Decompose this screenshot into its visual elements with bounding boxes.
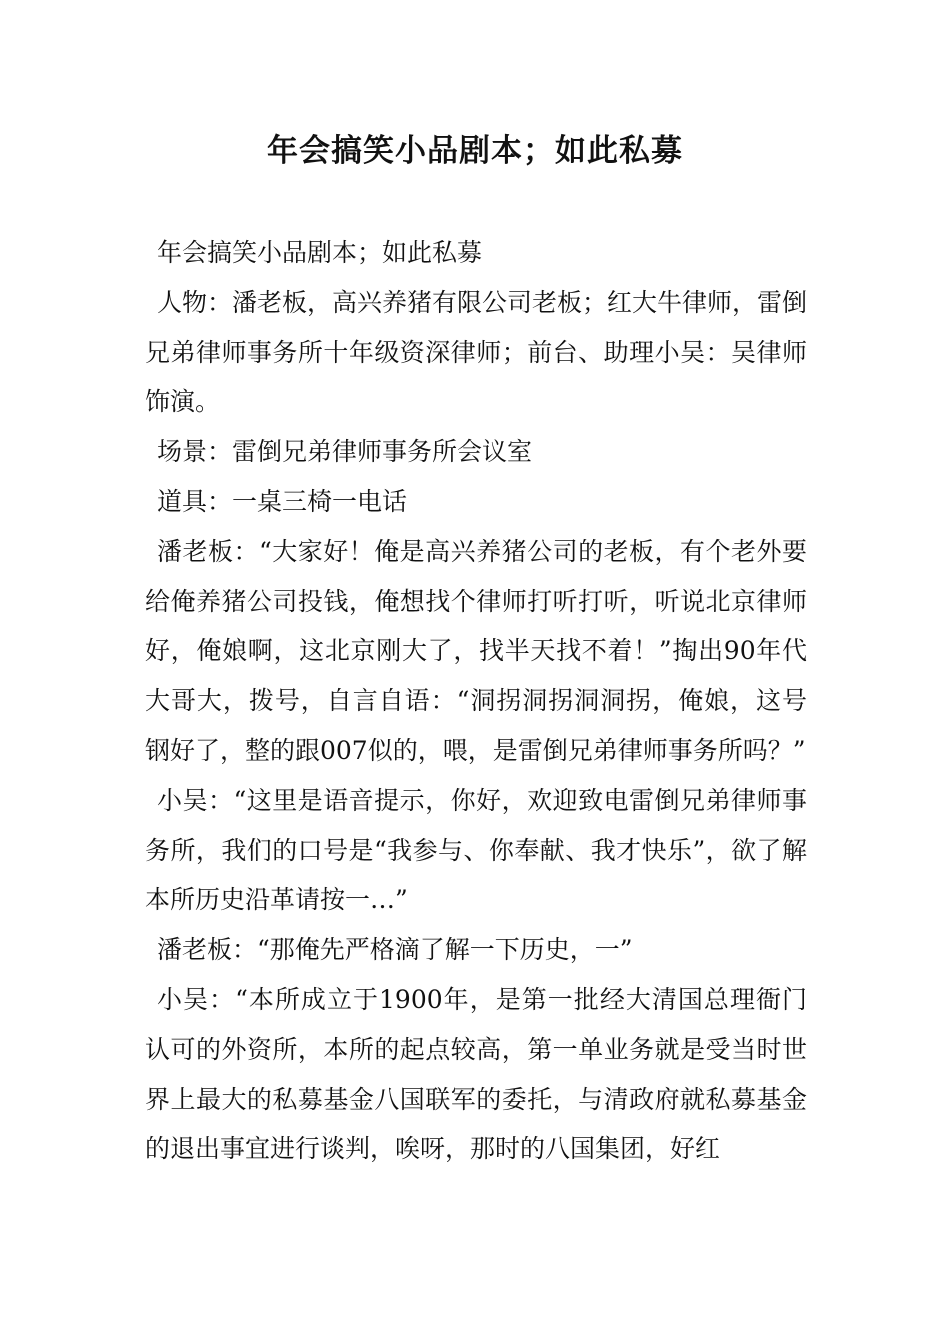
paragraph-dialogue: 小吴：“本所成立于1900年，是第一批经大清国总理衙门认可的外资所，本所的起点较高，第一单业务就是受当时世界上最大的私募基金八国联军的委托，与清政府就私募基金的退出事宜进行谈判，唉呀，那时的八国集团，好红: [145, 984, 807, 1164]
paragraph-dialogue: 小吴：“这里是语音提示，你好，欢迎致电雷倒兄弟律师事务所，我们的口号是“我参与、你奉献、我才快乐”，欲了解本所历史沿革请按一…”: [145, 785, 807, 915]
paragraph-characters: 人物：潘老板，高兴养猪有限公司老板；红大牛律师，雷倒兄弟律师事务所十年级资深律师；前台、助理小吴：吴律师饰演。: [145, 287, 808, 417]
document-title: 年会搞笑小品剧本；如此私募: [267, 133, 683, 169]
paragraph-heading: 年会搞笑小品剧本；如此私募: [157, 238, 483, 267]
paragraph-scene: 场景：雷倒兄弟律师事务所会议室: [157, 437, 533, 467]
paragraph-dialogue: 潘老板：“大家好！俺是高兴养猪公司的老板，有个老外要给俺养猪公司投钱，俺想找个律师打听打听，听说北京律师好，俺娘啊，这北京刚大了，找半天找不着！”掏出90年代大哥大，拨号，自言自语：“洞拐洞拐洞洞拐，俺娘，这号钢好了，整的跟007似的，喂，是雷倒兄弟律师事务所吗？”: [145, 536, 807, 765]
document-body: [145, 228, 807, 1174]
paragraph-dialogue: 潘老板：“那俺先严格滴了解一下历史，一”: [157, 935, 633, 965]
paragraph-props: 道具：一桌三椅一电话: [157, 486, 408, 516]
